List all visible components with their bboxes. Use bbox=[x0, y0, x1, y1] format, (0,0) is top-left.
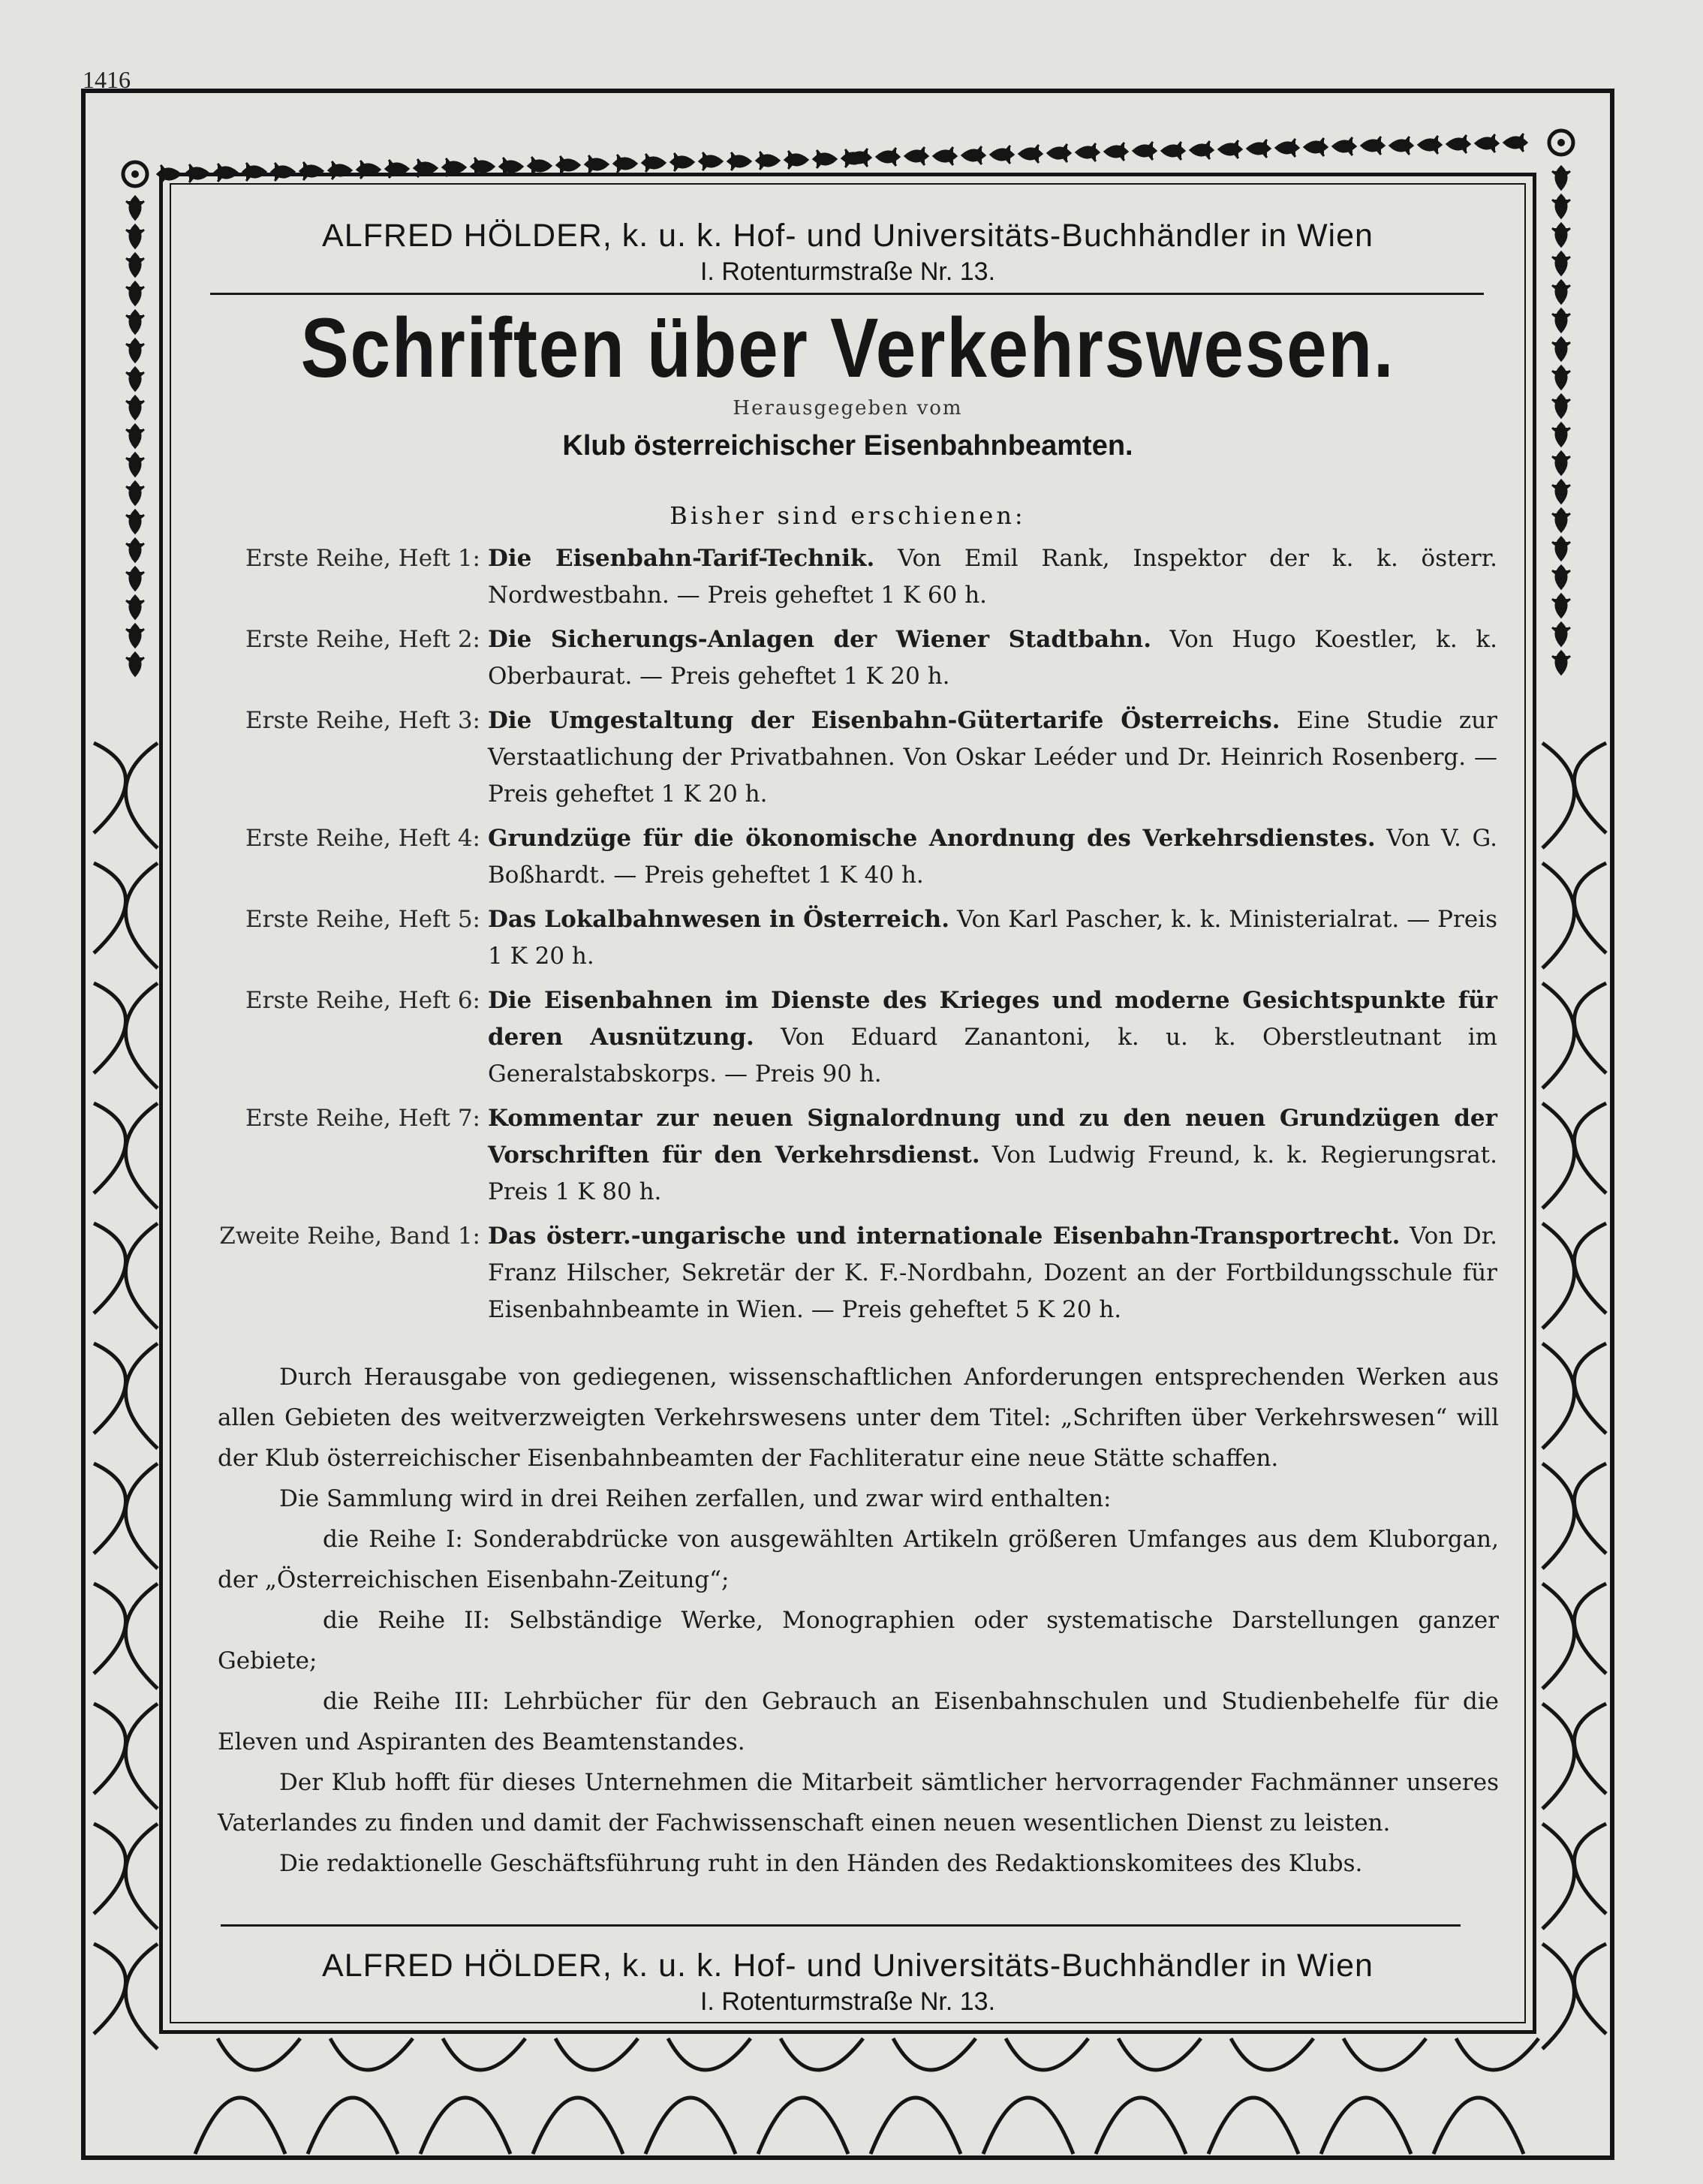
list-item bbox=[174, 702, 1521, 813]
entry-body bbox=[488, 820, 1497, 894]
leaf-ornament-icon bbox=[126, 225, 144, 248]
leaf-ornament-icon bbox=[700, 152, 722, 170]
swirl-ornament bbox=[1542, 983, 1575, 1088]
leaf-ornament-icon bbox=[126, 339, 144, 362]
leaf-ornament-icon bbox=[962, 146, 985, 164]
entry-body bbox=[488, 540, 1497, 614]
leaf-ornament-icon bbox=[1552, 623, 1570, 645]
leaf-ornament-icon bbox=[186, 164, 209, 182]
prose-section bbox=[174, 1357, 1521, 1884]
leaf-ornament-icon bbox=[557, 156, 579, 174]
swirl-ornament bbox=[126, 1223, 158, 1328]
page-title: Schriften über Verkehrswesen. bbox=[300, 301, 1395, 395]
leaf-ornament-icon bbox=[1476, 134, 1498, 152]
leaf-ornament-icon bbox=[500, 158, 522, 176]
swirl-ornament bbox=[645, 2098, 736, 2154]
swirl-ornament bbox=[1542, 1944, 1575, 2049]
list-item bbox=[174, 820, 1521, 894]
entry-title: Die Sicherungs-Anlagen der Wiener Stadtbahn. bbox=[488, 625, 1151, 653]
swirl-ornament bbox=[1575, 1103, 1607, 1193]
swirl-ornament bbox=[94, 1223, 126, 1313]
leaf-ornament-icon bbox=[1247, 140, 1270, 158]
swirl-ornament bbox=[94, 743, 126, 833]
leaf-ornament-icon bbox=[414, 159, 437, 177]
published-heading: Bisher sind erschienen: bbox=[669, 501, 1026, 530]
swirl-ornament bbox=[126, 863, 158, 968]
swirl-ornament bbox=[1343, 2038, 1426, 2070]
leaf-ornament-icon bbox=[728, 152, 751, 170]
leaf-ornament-icon bbox=[126, 510, 144, 533]
swirl-ornament bbox=[195, 2098, 285, 2154]
swirl-ornament bbox=[1575, 1704, 1607, 1794]
entry-series: Erste Reihe, Heft 2: bbox=[245, 625, 480, 653]
entry-title: Kommentar zur neuen Signalordnung und zu den neuen Grundzügen der Vorschriften für den Verkehrsdienst. bbox=[488, 1104, 1497, 1169]
leaf-ornament-icon bbox=[443, 158, 465, 176]
entry-series: Erste Reihe, Heft 6: bbox=[245, 986, 480, 1014]
list-item bbox=[174, 982, 1521, 1093]
editor-club: Klub österreichischer Eisenbahnbeamten. bbox=[562, 429, 1133, 462]
swirl-ornament bbox=[1542, 743, 1575, 848]
entry-title: Die Eisenbahn-Tarif-Technik. bbox=[488, 544, 875, 572]
entry-body bbox=[488, 1218, 1497, 1328]
leaf-ornament-icon bbox=[877, 148, 899, 166]
swirl-ornament bbox=[126, 743, 158, 848]
swirl-ornament bbox=[1575, 743, 1607, 833]
leaf-ornament-icon bbox=[1048, 144, 1070, 162]
entry-body bbox=[488, 982, 1497, 1093]
leaf-ornament-icon bbox=[1304, 138, 1327, 156]
leaf-ornament-icon bbox=[1552, 395, 1570, 417]
entry-text: Von Emil Rank, Inspektor der k. k. österr. Nordwestbahn. — Preis geheftet 1 K 60 h. bbox=[488, 544, 1497, 609]
leaf-ornament-icon bbox=[1552, 281, 1570, 303]
prose-paragraph: die Reihe II: Selbständige Werke, Monographien oder systematische Darstellungen ganzer Gebiete; bbox=[218, 1606, 1499, 1674]
swirl-ornament bbox=[1208, 2098, 1298, 2154]
swirl-ornament bbox=[1575, 863, 1607, 953]
entry-text: Von Eduard Zanantoni, k. u. k. Oberstleutnant im Generalstabskorps. — Preis 90 h. bbox=[488, 1023, 1498, 1087]
entry-series: Erste Reihe, Heft 4: bbox=[245, 824, 480, 852]
swirl-ornament bbox=[1542, 1824, 1575, 1929]
swirl-ornament bbox=[1434, 2098, 1524, 2154]
leaf-ornament-icon bbox=[300, 162, 323, 180]
swirl-ornament bbox=[871, 2098, 961, 2154]
entry-title: Die Umgestaltung der Eisenbahn-Gütertarife Österreichs. bbox=[488, 706, 1280, 734]
entry-text: Von Hugo Koestler, k. k. Oberbaurat. — Preis geheftet 1 K 20 h. bbox=[488, 625, 1497, 690]
leaf-ornament-icon bbox=[1552, 366, 1570, 389]
entry-text: Von Dr. Franz Hilscher, Sekretär der K. F.-Nordbahn, Dozent an der Fortbildungsschule für Eisenbahnbeamte in Wien. — Preis geheftet 5 K 20 h. bbox=[488, 1222, 1498, 1323]
list-item bbox=[174, 901, 1521, 975]
swirl-ornament bbox=[1231, 2038, 1313, 2070]
leaf-ornament-icon bbox=[905, 147, 928, 165]
swirl-ornament bbox=[94, 1824, 126, 1914]
swirl-ornament bbox=[126, 1824, 158, 1929]
rosette-top-left-icon-center bbox=[131, 170, 139, 178]
entry-series: Erste Reihe, Heft 7: bbox=[245, 1104, 480, 1132]
leaf-ornament-icon bbox=[1219, 140, 1241, 158]
leaf-ornament-icon bbox=[1390, 137, 1413, 155]
leaf-ornament-icon bbox=[329, 161, 351, 179]
leaf-ornament-icon bbox=[1447, 135, 1470, 153]
entry-list bbox=[174, 540, 1521, 1328]
leaf-ornament-icon bbox=[1552, 509, 1570, 531]
list-item bbox=[174, 1100, 1521, 1211]
footer-rule bbox=[221, 1924, 1461, 1927]
leaf-ornament-icon bbox=[1333, 137, 1355, 155]
leaf-ornament-icon bbox=[528, 157, 551, 175]
swirl-ornament bbox=[94, 1704, 126, 1794]
leaf-ornament-icon bbox=[1552, 195, 1570, 218]
swirl-ornament bbox=[1542, 1103, 1575, 1208]
leaf-ornament-icon bbox=[671, 153, 694, 171]
leaf-ornament-icon bbox=[757, 152, 779, 170]
leaf-ornament-icon bbox=[126, 425, 144, 447]
swirl-ornament bbox=[94, 1343, 126, 1433]
leaf-ornament-icon bbox=[814, 150, 836, 168]
swirl-ornament bbox=[94, 1944, 126, 2034]
swirl-ornament bbox=[1118, 2038, 1201, 2070]
leaf-ornament-icon bbox=[158, 165, 180, 183]
entry-title: Die Eisenbahnen im Dienste des Krieges und moderne Gesichtspunkte für deren Ausnützung. bbox=[488, 986, 1497, 1051]
prose-paragraph: Die redaktionelle Geschäftsführung ruht in den Händen des Redaktionskomitees des Klubs. bbox=[279, 1849, 1363, 1877]
swirl-ornament bbox=[1006, 2038, 1088, 2070]
swirl-ornament bbox=[555, 2038, 638, 2070]
leaf-ornament-icon bbox=[126, 368, 144, 390]
prose-paragraph: die Reihe I: Sonderabdrücke von ausgewählten Artikeln größeren Umfanges aus dem Kluborgan, der „Österreichischen Eisenbahn-Zeitung“; bbox=[218, 1525, 1499, 1593]
leaf-ornament-icon bbox=[357, 161, 380, 179]
entry-body bbox=[488, 621, 1497, 695]
swirl-ornament bbox=[94, 863, 126, 953]
swirl-ornament bbox=[758, 2098, 848, 2154]
swirl-ornament bbox=[781, 2038, 863, 2070]
swirl-ornament bbox=[1542, 1704, 1575, 1809]
prose-paragraph: Durch Herausgabe von gediegenen, wissenschaftlichen Anforderungen entsprechenden Werken aus allen Gebieten des weitverzweigten Verkehrswesens unter dem Titel: „Schriften über Verkehrswesen“ will der Klub österreichischer Eisenbahnbeamten der Fachliteratur eine neue Stätte schaffen. bbox=[218, 1363, 1499, 1472]
leaf-ornament-icon bbox=[1552, 537, 1570, 560]
swirl-ornament bbox=[1096, 2098, 1186, 2154]
leaf-ornament-icon bbox=[785, 151, 808, 169]
swirl-ornament bbox=[126, 1103, 158, 1208]
list-item bbox=[174, 540, 1521, 614]
entry-series: Erste Reihe, Heft 3: bbox=[245, 706, 480, 734]
entry-series: Zweite Reihe, Band 1: bbox=[219, 1222, 480, 1250]
leaf-ornament-icon bbox=[1552, 338, 1570, 360]
swirl-ornament bbox=[126, 983, 158, 1088]
leaf-ornament-icon bbox=[1552, 224, 1570, 246]
leaf-ornament-icon bbox=[126, 453, 144, 476]
leaf-ornament-icon bbox=[1552, 452, 1570, 474]
leaf-ornament-icon bbox=[126, 396, 144, 419]
leaf-ornament-icon bbox=[1552, 252, 1570, 275]
leaf-ornament-icon bbox=[1552, 594, 1570, 617]
leaf-ornament-icon bbox=[1190, 141, 1213, 159]
swirl-ornament bbox=[1575, 1343, 1607, 1433]
swirl-ornament bbox=[1575, 983, 1607, 1073]
leaf-ornament-icon bbox=[991, 146, 1013, 164]
swirl-ornament bbox=[983, 2098, 1073, 2154]
leaf-ornament-icon bbox=[126, 482, 144, 504]
header-rule bbox=[210, 293, 1484, 295]
entry-series: Erste Reihe, Heft 5: bbox=[245, 905, 480, 933]
page-number: 1416 bbox=[83, 66, 131, 93]
swirl-ornament bbox=[1542, 1584, 1575, 1689]
leaf-ornament-icon bbox=[386, 160, 408, 178]
swirl-ornament bbox=[1542, 1223, 1575, 1328]
leaf-ornament-icon bbox=[1361, 137, 1384, 155]
entry-text: Von Ludwig Freund, k. k. Regierungsrat. Preis 1 K 80 h. bbox=[488, 1141, 1497, 1205]
swirl-ornament bbox=[443, 2038, 525, 2070]
main-content bbox=[174, 188, 1521, 2017]
leaf-ornament-icon bbox=[126, 596, 144, 618]
leaf-ornament-icon bbox=[934, 147, 956, 165]
entry-body bbox=[488, 702, 1497, 813]
list-item bbox=[174, 1218, 1521, 1328]
leaf-ornament-icon bbox=[471, 158, 494, 176]
swirl-ornament bbox=[668, 2038, 751, 2070]
leaf-ornament-icon bbox=[1552, 309, 1570, 332]
editor-intro: Herausgegeben vom bbox=[733, 396, 963, 420]
swirl-ornament bbox=[420, 2098, 510, 2154]
leaf-ornament-icon bbox=[126, 653, 144, 675]
rosette-top-right-icon-center bbox=[1557, 139, 1565, 146]
swirl-ornament bbox=[126, 1944, 158, 2049]
swirl-ornament bbox=[1575, 1824, 1607, 1914]
leaf-ornament-icon bbox=[1133, 142, 1156, 160]
entry-title: Das Lokalbahnwesen in Österreich. bbox=[488, 905, 950, 933]
swirl-ornament bbox=[126, 1704, 158, 1809]
leaf-ornament-icon bbox=[126, 624, 144, 647]
swirl-ornament bbox=[1456, 2038, 1539, 2070]
entry-series: Erste Reihe, Heft 1: bbox=[245, 544, 480, 572]
swirl-ornament bbox=[1542, 863, 1575, 968]
leaf-ornament-icon bbox=[1076, 143, 1099, 161]
swirl-ornament bbox=[1575, 1584, 1607, 1674]
leaf-ornament-icon bbox=[1552, 423, 1570, 446]
list-item bbox=[174, 621, 1521, 695]
footer-publisher-name: ALFRED HÖLDER, k. u. k. Hof- und Universitäts-Buchhändler in Wien bbox=[322, 1947, 1374, 1984]
swirl-ornament bbox=[126, 1584, 158, 1689]
leaf-ornament-icon bbox=[1552, 651, 1570, 674]
footer-publisher-address: I. Rotenturmstraße Nr. 13. bbox=[700, 1987, 996, 2016]
swirl-ornament bbox=[330, 2038, 413, 2070]
swirl-ornament bbox=[218, 2038, 300, 2070]
swirl-ornament bbox=[1575, 1944, 1607, 2034]
swirl-ornament bbox=[1542, 1343, 1575, 1448]
header-publisher bbox=[174, 218, 1521, 287]
leaf-ornament-icon bbox=[1019, 145, 1042, 163]
leaf-ornament-icon bbox=[126, 282, 144, 305]
swirl-ornament bbox=[533, 2098, 623, 2154]
entry-title: Das österr.-ungarische und internationale Eisenbahn-Transportrecht. bbox=[488, 1222, 1401, 1250]
leaf-ornament-icon bbox=[126, 254, 144, 276]
leaf-ornament-icon bbox=[126, 539, 144, 561]
leaf-ornament-icon bbox=[126, 567, 144, 590]
leaf-ornament-icon bbox=[126, 311, 144, 333]
leaf-ornament-icon bbox=[272, 163, 294, 181]
swirl-ornament bbox=[308, 2098, 398, 2154]
swirl-ornament bbox=[126, 1343, 158, 1448]
entry-text: Eine Studie zur Verstaatlichung der Privatbahnen. Von Oskar Leéder und Dr. Heinrich Rosenberg. — Preis geheftet 1 K 20 h. bbox=[488, 706, 1497, 808]
swirl-ornament bbox=[94, 1103, 126, 1193]
leaf-ornament-icon bbox=[126, 197, 144, 219]
leaf-ornament-icon bbox=[1552, 480, 1570, 503]
entry-body bbox=[488, 1100, 1497, 1211]
swirl-ornament bbox=[94, 983, 126, 1073]
entry-body bbox=[488, 901, 1497, 975]
leaf-ornament-icon bbox=[1105, 143, 1127, 161]
entry-text: Von Karl Pascher, k. k. Ministerialrat. — Preis 1 K 20 h. bbox=[488, 905, 1498, 970]
swirl-ornament bbox=[1575, 1464, 1607, 1554]
swirl-ornament bbox=[94, 1584, 126, 1674]
swirl-ornament bbox=[1321, 2098, 1411, 2154]
leaf-ornament-icon bbox=[243, 163, 266, 181]
swirl-ornament bbox=[893, 2038, 976, 2070]
leaf-ornament-icon bbox=[1552, 566, 1570, 588]
leaf-ornament-icon bbox=[1552, 167, 1570, 189]
leaf-ornament-icon bbox=[215, 164, 237, 182]
leaf-ornament-icon bbox=[585, 155, 608, 173]
leaf-ornament-icon bbox=[642, 154, 665, 172]
leaf-ornament-icon bbox=[1504, 134, 1527, 152]
swirl-ornament bbox=[1542, 1464, 1575, 1569]
swirl-ornament bbox=[126, 1464, 158, 1569]
prose-paragraph: Die Sammlung wird in drei Reihen zerfallen, und zwar wird enthalten: bbox=[279, 1485, 1112, 1512]
entry-title: Grundzüge für die ökonomische Anordnung des Verkehrsdienstes. bbox=[488, 824, 1376, 852]
entry-text: Von V. G. Boßhardt. — Preis geheftet 1 K 40 h. bbox=[488, 824, 1497, 889]
leaf-ornament-icon bbox=[614, 155, 636, 173]
header-publisher-address: I. Rotenturmstraße Nr. 13. bbox=[700, 257, 996, 286]
prose-paragraph: Der Klub hofft für dieses Unternehmen die Mitarbeit sämtlicher hervorragender Fachmänner unseres Vaterlandes zu finden und damit der Fachwissenschaft einen neuen wesentlichen Dienst zu leisten. bbox=[218, 1768, 1499, 1837]
header-publisher-name: ALFRED HÖLDER, k. u. k. Hof- und Universitäts-Buchhändler in Wien bbox=[322, 218, 1374, 254]
swirl-ornament bbox=[1575, 1223, 1607, 1313]
swirl-ornament bbox=[94, 1464, 126, 1554]
leaf-ornament-icon bbox=[1162, 142, 1184, 160]
leaf-ornament-icon bbox=[1419, 136, 1441, 154]
prose-paragraph: die Reihe III: Lehrbücher für den Gebrauch an Eisenbahnschulen und Studienbehelfe für die Eleven und Aspiranten des Beamtenstandes. bbox=[218, 1687, 1499, 1755]
leaf-ornament-icon bbox=[1276, 139, 1298, 157]
footer-publisher bbox=[174, 1948, 1521, 2017]
